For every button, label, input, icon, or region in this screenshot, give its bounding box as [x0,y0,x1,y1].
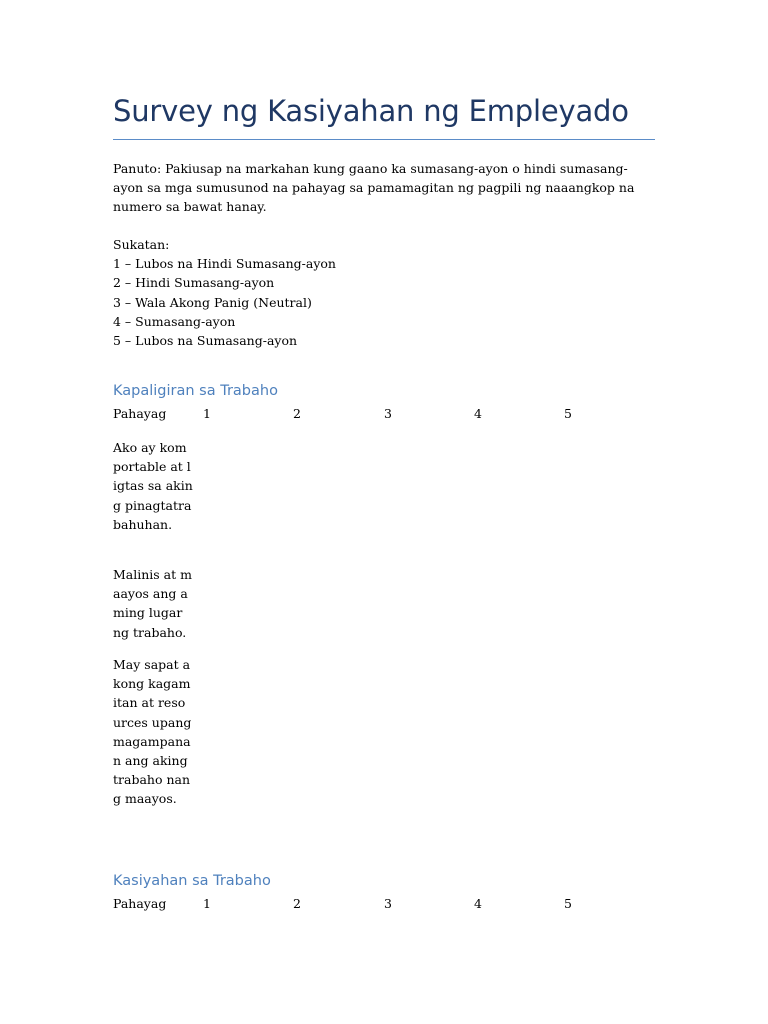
rating-scale [113,235,655,350]
instructions-paragraph: Panuto: Pakiusap na markahan kung gaano ka sumasang-ayon o hindi sumasang-ayon sa mga sumusunod na pahayag sa pamamagitan ng pagpili ng naaangkop na numero sa bawat hanay. [113,161,635,215]
column-header-5: 5 [564,406,572,421]
scale-item-5: 5 – Lubos na Sumasang-ayon [113,333,298,349]
scale-item-1: 1 – Lubos na Hindi Sumasang-ayon [113,256,336,272]
column-header-2: 2 [293,896,301,911]
column-header-3: 3 [384,406,392,421]
scale-label: Sukatan: [113,237,170,252]
table-header-row [113,896,655,915]
scale-item-4: 4 – Sumasang-ayon [113,313,236,329]
column-header-4: 4 [474,896,482,911]
column-header-2: 2 [293,406,301,421]
section-heading-kasiyahan: Kasiyahan sa Trabaho [113,873,271,889]
column-header-1: 1 [203,406,211,421]
column-header-pahayag: Pahayag [113,406,167,421]
scale-item-2: 2 – Hindi Sumasang-ayon [113,275,275,291]
title-underline [113,139,655,140]
column-header-pahayag: Pahayag [113,896,167,911]
column-header-4: 4 [474,406,482,421]
section-heading-kapaligiran: Kapaligiran sa Trabaho [113,383,278,399]
statement-row: Malinis at maayos ang aming lugar ng trabaho. [113,567,192,640]
table-header-row [113,406,655,425]
document-title: Survey ng Kasiyahan ng Empleyado [113,94,629,128]
column-header-3: 3 [384,896,392,911]
column-header-1: 1 [203,896,211,911]
scale-item-3: 3 – Wala Akong Panig (Neutral) [113,294,312,310]
statement-row: Ako ay komportable at ligtas sa aking pinagtatrabahuhan. [113,440,193,532]
column-header-5: 5 [564,896,572,911]
statement-row: May sapat akong kagamitan at resources upang magampanan ang aking trabaho nang maayos. [113,657,192,807]
